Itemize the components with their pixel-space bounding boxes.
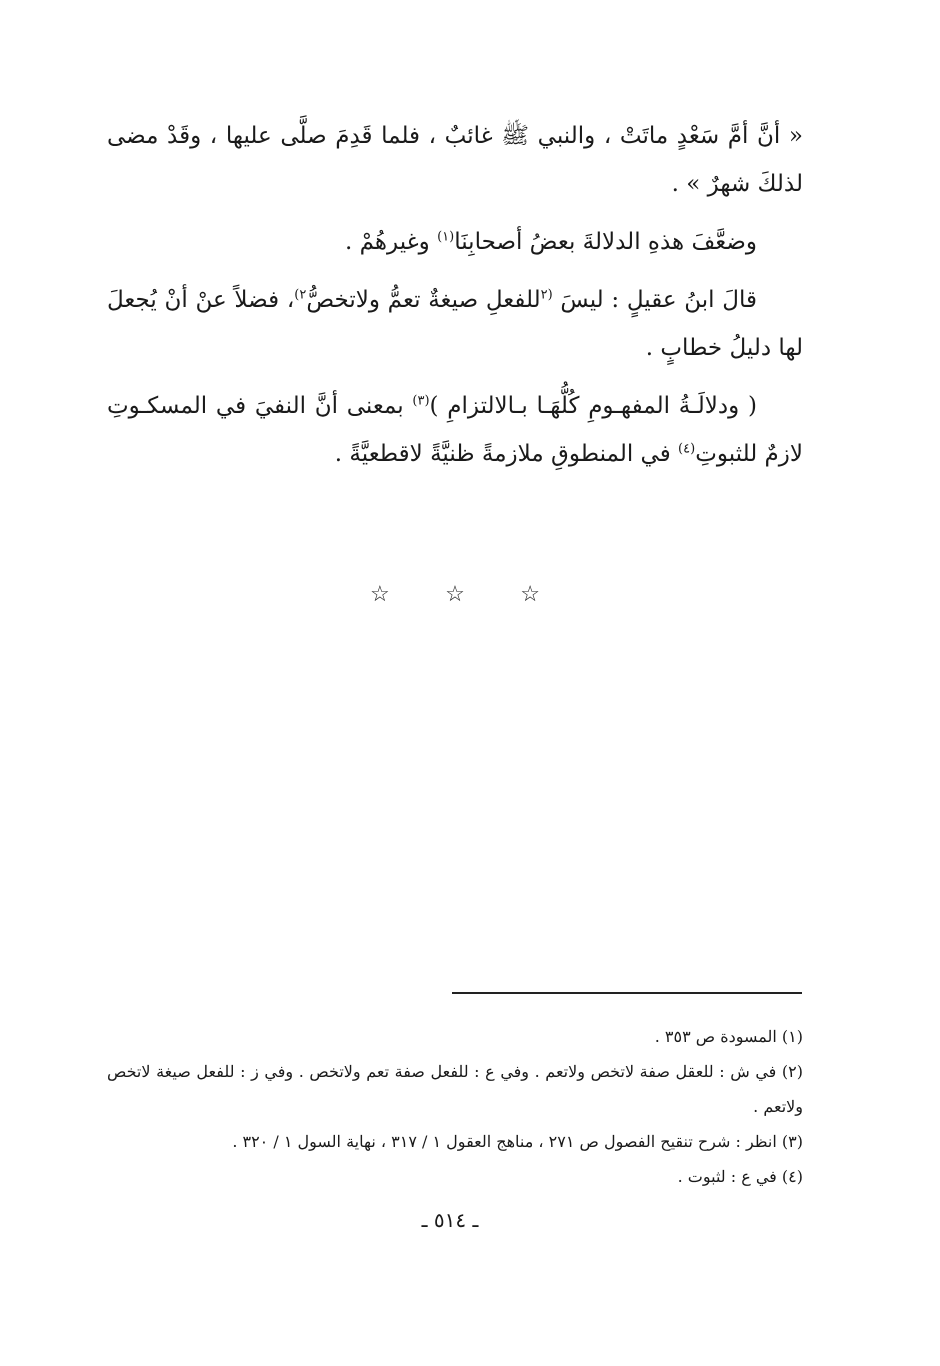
footnote-ref-2-close[interactable]: ٢): [294, 287, 307, 303]
paragraph-mafhum: [107, 382, 803, 478]
footnote-1: (١) المسودة ص ٣٥٣ .: [654, 1027, 803, 1046]
footnote-4: (٤) في ع : لثبوت .: [677, 1167, 803, 1186]
footnote-3: (٣) انظر : شرح تنقيح الفصول ص ٢٧١ ، مناهج العقول ١ / ٣١٧ ، نهاية السول ١ / ٣٢٠ .: [232, 1132, 803, 1151]
footnote-ref-2-open[interactable]: (٢: [540, 287, 553, 303]
footnote-ref-4[interactable]: (٤): [678, 441, 696, 457]
paragraph-text: في المنطوقِ ملازمةً ظنيَّةً لاقطعيَّةً .: [334, 441, 679, 467]
footnote-ref-3[interactable]: (٣): [412, 393, 430, 409]
paragraph-text: ( ودلالَـةُ المفهـومِ كُلُّهَـا بـالالتزامِ ): [429, 393, 757, 419]
paragraph-text: وضعَّفَ هذهِ الدلالةَ بعضُ أصحابِنَا: [454, 229, 757, 255]
paragraph-text: قالَ ابنُ عقيلٍ : ليسَ: [552, 287, 757, 313]
section-separator: [370, 582, 540, 607]
paragraph-text: وغيرهُمْ .: [344, 229, 438, 255]
paragraph-text: ، فضلاً عنْ أنْ يُجعلَ لها دليلُ خطابٍ .: [107, 287, 803, 361]
paragraph-ibn-aqil: [107, 276, 803, 372]
paragraph-text: « أنَّ أمَّ سَعْدٍ ماتَتْ ، والنبي ﷺ غائبٌ ، فلما قَدِمَ صلَّى عليها ، وقَدْ مضى لذلكَ شهرٌ » .: [107, 123, 803, 197]
star-icon: ☆: [520, 582, 540, 607]
footnote-ref-1[interactable]: (١): [437, 229, 455, 245]
page-number: ـ ٥١٤ ـ: [421, 1208, 479, 1232]
paragraph-text: للفعلِ صيغةٌ تعمُّ ولاتخصُّ: [306, 287, 541, 313]
paragraph-hadith: [107, 112, 803, 208]
paragraph-weakening: [107, 218, 803, 266]
star-icon: ☆: [445, 582, 465, 607]
footnote-2: (٢) في ش : للعقل صفة لاتخص ولاتعم . وفي ع : للفعل صفة تعم ولاتخص . وفي ز : للفعل صيغة لاتخص ولاتعم .: [107, 1062, 803, 1116]
footnotes: [107, 1019, 803, 1194]
main-text-block: [107, 112, 803, 488]
star-icon: ☆: [370, 582, 390, 607]
paragraph-text: بمعنى أنَّ النفيَ في المسكـوتِ لازمٌ للثبوتِ: [107, 393, 803, 467]
footnote-divider: [452, 992, 802, 994]
